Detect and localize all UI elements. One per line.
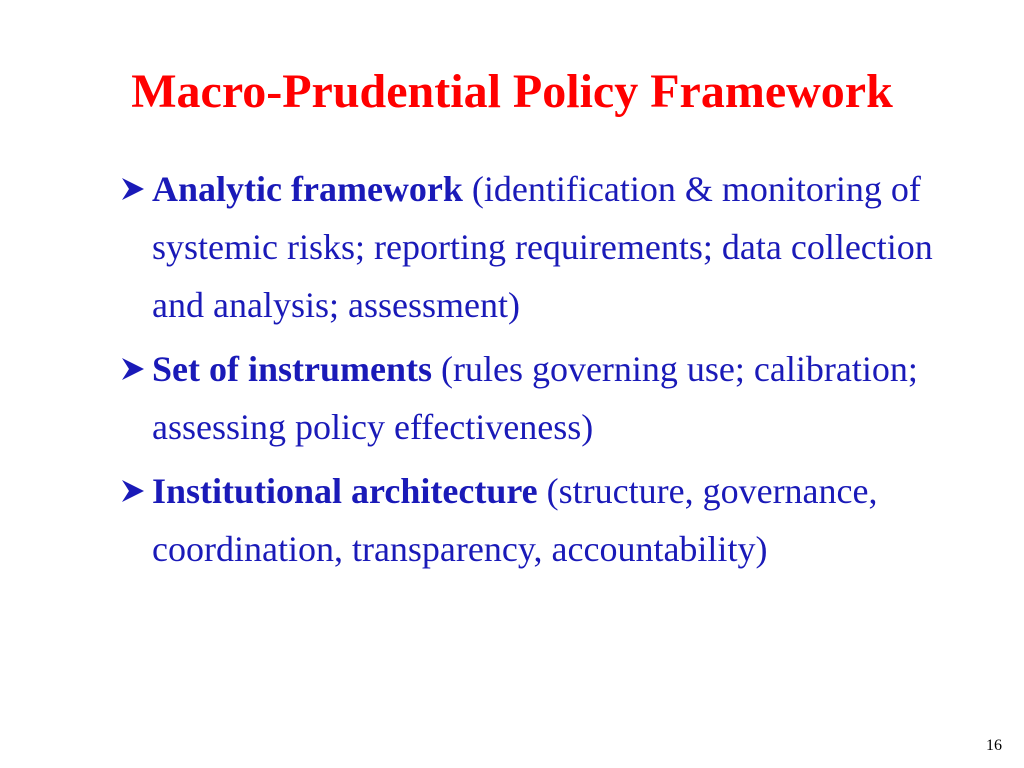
bullet-item-analytic-framework [120,160,950,334]
bullet-item-set-of-instruments [120,340,950,456]
slide-title: Macro-Prudential Policy Framework [131,65,893,118]
bullet-term: Analytic framework [152,169,472,209]
bullet-term: Institutional architecture [152,471,547,511]
bullet-detail: (rules governing use; calibration; assessing policy effectiveness) [152,349,918,447]
arrowhead-bullet-icon [120,160,150,218]
bullet-item-institutional-architecture [120,462,950,578]
page-number: 16 [986,737,1002,754]
bullet-term: Set of instruments [152,349,441,389]
arrowhead-bullet-icon [120,462,150,520]
bullet-detail: (identification & monitoring of systemic risks; reporting requirements; data collection and analysis; assessment) [152,169,933,325]
bullet-list [120,160,950,584]
arrowhead-bullet-icon [120,340,150,398]
bullet-detail: (structure, governance, coordination, transparency, accountability) [152,471,878,569]
